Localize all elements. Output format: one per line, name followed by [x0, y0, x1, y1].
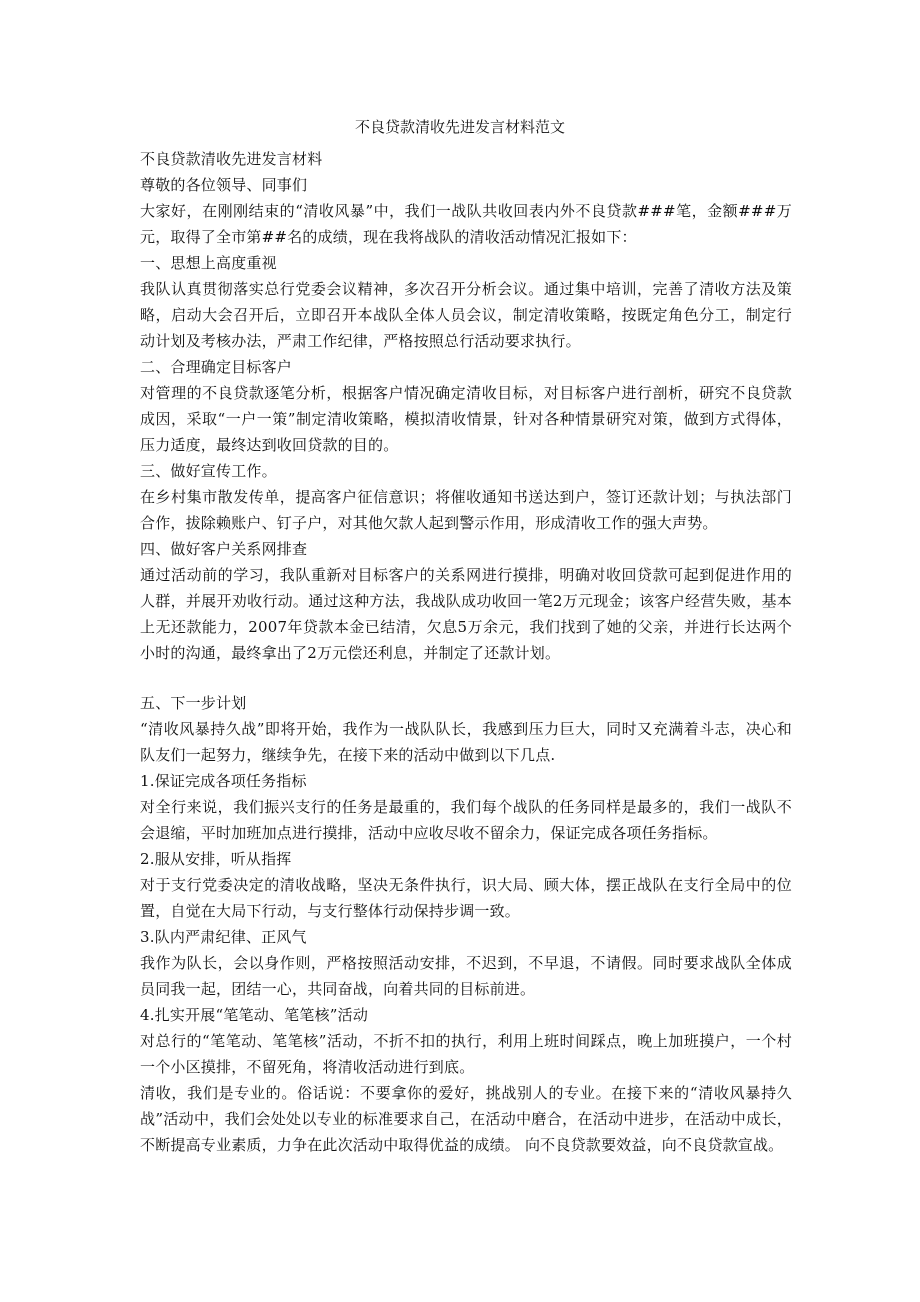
- section-1-heading: 一、思想上高度重视: [140, 254, 277, 272]
- section-5-paragraph: “清收风暴持久战”即将开始，我作为一战队队长，我感到压力巨大，同时又充满着斗志，决心和队友们一起努力，继续争先，在接下来的活动中做到以下几点.: [140, 720, 792, 764]
- section-1-paragraph: 我队认真贯彻落实总行党委会议精神，多次召开分析会议。通过集中培训，完善了清收方法及策略，启动大会召开后，立即召开本战队全体人员会议，制定清收策略，按既定角色分工，制定行动计划及考核办法，严肃工作纪律，严格按照总行活动要求执行。: [140, 280, 792, 350]
- greeting: 尊敬的各位领导、同事们: [140, 176, 308, 194]
- section-4-heading: 四、做好客户关系网排查: [140, 540, 308, 558]
- document-title: 不良贷款清收先进发言材料范文: [354, 118, 565, 136]
- plan-2-paragraph: 对于支行党委决定的清收战略，坚决无条件执行，识大局、顾大体，摆正战队在支行全局中的位置，自觉在大局下行动，与支行整体行动保持步调一致。: [140, 876, 792, 920]
- section-3-heading: 三、做好宣传工作。: [140, 462, 277, 480]
- blank-line: [140, 666, 792, 690]
- section-2-heading: 二、合理确定目标客户: [140, 358, 293, 376]
- plan-4-paragraph: 对总行的“笔笔动、笔笔核”活动，不折不扣的执行，利用上班时间踩点，晚上加班摸户，一个村一个小区摸排，不留死角，将清收活动进行到底。: [140, 1032, 792, 1076]
- section-4-paragraph: 通过活动前的学习，我队重新对目标客户的关系网进行摸排，明确对收回贷款可起到促进作用的人群，并展开劝收行动。通过这种方法，我战队成功收回一笔2万元现金；该客户经营失败，基本上无还款能力，2007年贷款本金已结清，欠息5万余元，我们找到了她的父亲，并进行长达两个小时的沟通，最终拿出了2万元偿还利息，并制定了还款计划。: [140, 566, 792, 662]
- plan-1-paragraph: 对全行来说，我们振兴支行的任务是最重的，我们每个战队的任务同样是最多的，我们一战队不会退缩，平时加班加点进行摸排，活动中应收尽收不留余力，保证完成各项任务指标。: [140, 798, 792, 842]
- section-3-paragraph: 在乡村集市散发传单，提高客户征信意识；将催收通知书送达到户，签订还款计划；与执法部门合作，拔除赖账户、钉子户，对其他欠款人起到警示作用，形成清收工作的强大声势。: [140, 488, 792, 532]
- intro-paragraph: 大家好，在刚刚结束的“清收风暴”中，我们一战队共收回表内外不良贷款###笔，金额###万元，取得了全市第##名的成绩，现在我将战队的清收活动情况汇报如下：: [140, 202, 792, 246]
- document-body: [140, 146, 792, 1158]
- section-2-paragraph: 对管理的不良贷款逐笔分析，根据客户情况确定清收目标，对目标客户进行剖析，研究不良贷款成因，采取“一户一策”制定清收策略，模拟清收情景，针对各种情景研究对策，做到方式得体，压力适度，最终达到收回贷款的目的。: [140, 384, 792, 454]
- closing-paragraph: 清收，我们是专业的。俗话说：不要拿你的爱好，挑战别人的专业。在接下来的“清收风暴持久战”活动中，我们会处处以专业的标准要求自己，在活动中磨合，在活动中进步，在活动中成长，不断提高专业素质，力争在此次活动中取得优益的成绩。 向不良贷款要效益，向不良贷款宣战。: [140, 1084, 792, 1154]
- plan-2-heading: 2.服从安排，听从指挥: [140, 850, 292, 868]
- section-5-heading: 五、下一步计划: [140, 694, 247, 712]
- plan-1-heading: 1.保证完成各项任务指标: [140, 772, 307, 790]
- plan-3-paragraph: 我作为队长，会以身作则，严格按照活动安排，不迟到，不早退，不请假。同时要求战队全体成员同我一起，团结一心，共同奋战，向着共同的目标前进。: [140, 954, 792, 998]
- plan-3-heading: 3.队内严肃纪律、正风气: [140, 928, 307, 946]
- plan-4-heading: 4.扎实开展“笔笔动、笔笔核”活动: [140, 1006, 369, 1024]
- document-subtitle: 不良贷款清收先进发言材料: [140, 150, 323, 168]
